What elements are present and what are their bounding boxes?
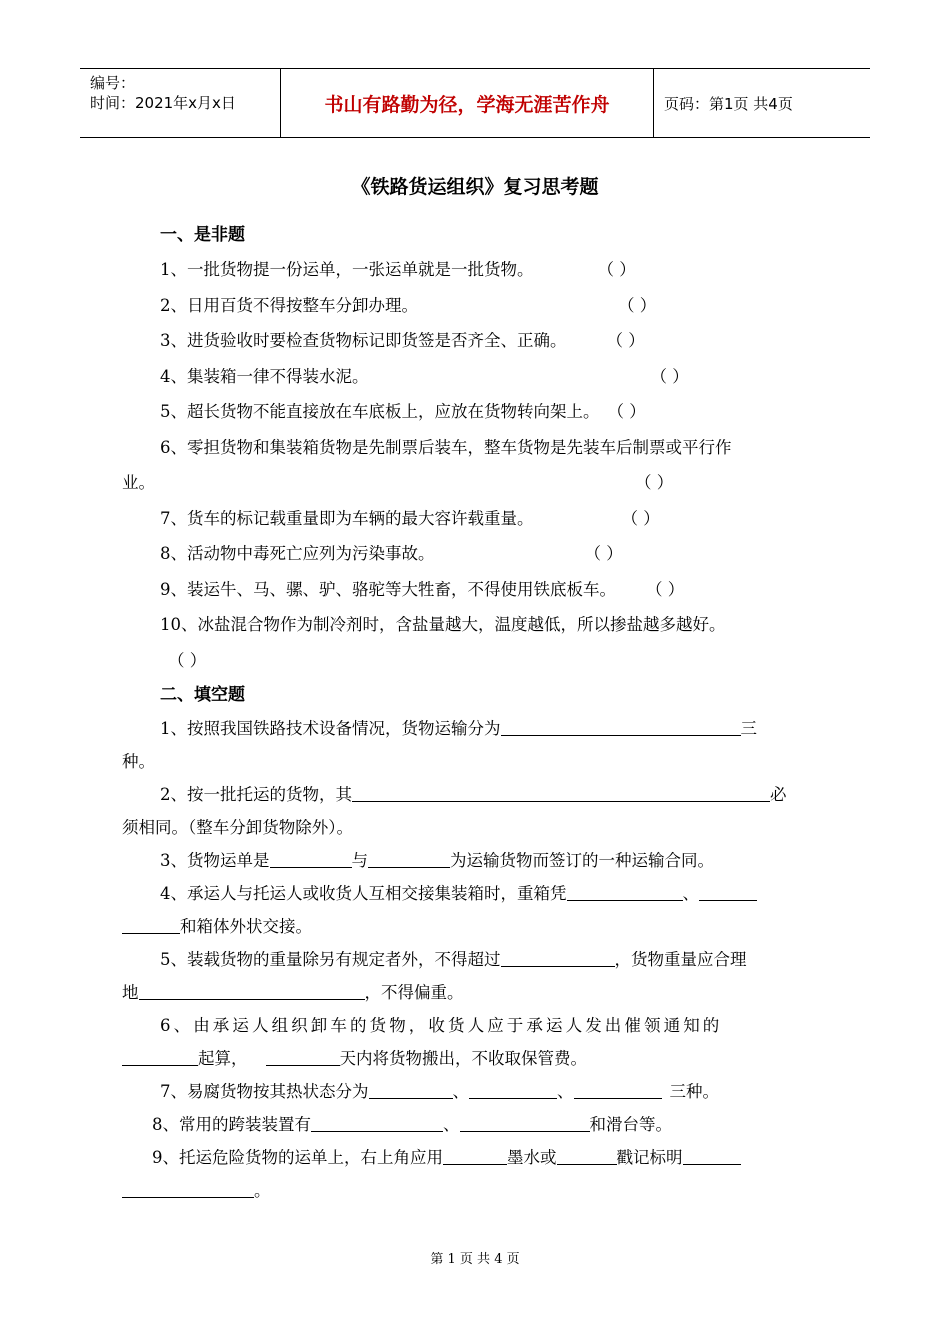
page-title: 《铁路货运组织》复习思考题 xyxy=(351,176,599,198)
blank-line[interactable] xyxy=(122,1047,198,1066)
question-9: 9、装运牛、马、骡、驴、骆驼等大牲畜，不得使用铁底板车。 （ ） xyxy=(160,579,685,599)
fill-6-continued: 起算， 天内将货物搬出，不收取保管费。 xyxy=(122,1042,830,1075)
blank-line[interactable] xyxy=(501,948,615,967)
motto: 书山有路勤为径，学海无涯苦作舟 xyxy=(280,69,654,137)
question-2: 2、日用百货不得按整车分卸办理。 （ ） xyxy=(160,295,657,315)
fill-4: 4、承运人与托运人或收货人互相交接集装箱时，重箱凭 、 xyxy=(122,877,830,910)
blank-line[interactable] xyxy=(567,882,683,901)
blank-line[interactable] xyxy=(368,849,450,868)
date-label: 时间：2021年x月x日 xyxy=(90,94,236,112)
question-7: 7、货车的标记载重量即为车辆的最大容许载重量。 （ ） xyxy=(160,508,660,528)
question-3: 3、进货验收时要检查货物标记即货签是否齐全、正确。 （ ） xyxy=(160,331,645,350)
fill-8: 8、常用的跨装装置有 、 和滑台等。 xyxy=(152,1115,672,1134)
question-1: 1、一批货物提一份运单，一张运单就是一批货物。 （ ） xyxy=(160,260,636,279)
fill-5: 5、装载货物的重量除另有规定者外，不得超过 ，货物重量应合理 xyxy=(160,950,747,969)
blank-line[interactable] xyxy=(683,1146,741,1165)
answer-paren: （ ） xyxy=(168,650,207,670)
blank-line[interactable] xyxy=(352,783,770,802)
answer-paren: （ ） xyxy=(621,508,660,528)
fill-1: 1、按照我国铁路技术设备情况，货物运输分为 三 xyxy=(160,719,757,738)
answer-paren: （ ） xyxy=(597,260,636,279)
page-footer: 第 1 页 共 4 页 xyxy=(430,1252,520,1267)
question-5: 5、超长货物不能直接放在车底板上，应放在货物转向架上。 （ ） xyxy=(160,402,646,421)
blank-line[interactable] xyxy=(460,1113,590,1132)
blank-line[interactable] xyxy=(501,717,741,736)
blank-line[interactable] xyxy=(369,1080,453,1099)
fill-1-continued: 种。 xyxy=(122,752,155,771)
blank-line[interactable] xyxy=(574,1080,662,1099)
answer-paren: （ ） xyxy=(618,295,657,315)
answer-paren: （ ） xyxy=(606,331,645,350)
question-4: 4、集装箱一律不得装水泥。 （ ） xyxy=(160,366,689,386)
blank-line[interactable] xyxy=(122,1179,254,1198)
answer-paren: （ ） xyxy=(607,402,646,421)
page-label: 页码：第1页 共4页 xyxy=(664,94,793,113)
blank-line[interactable] xyxy=(469,1080,557,1099)
blank-line[interactable] xyxy=(443,1146,507,1165)
header-left-cell xyxy=(80,69,280,137)
question-10: 10、冰盐混合物作为制冷剂时，含盐量越大，温度越低，所以掺盐越多越好。 xyxy=(160,615,726,634)
blank-line[interactable] xyxy=(311,1113,443,1132)
header-table xyxy=(80,68,870,138)
answer-paren: （ ） xyxy=(650,366,689,386)
fill-2-continued: 须相同。（整车分卸货物除外）。 xyxy=(122,818,353,837)
question-8: 8、活动物中毒死亡应列为污染事故。 （ ） xyxy=(160,544,623,563)
blank-line[interactable] xyxy=(122,915,180,934)
section-heading-true-false: 一、是非题 xyxy=(160,225,245,245)
fill-7: 7、易腐货物按其热状态分为 、 、 三种。 xyxy=(160,1082,719,1101)
question-6-continued: 业。 （ ） xyxy=(122,473,674,492)
fill-9: 9、托运危险货物的运单上，右上角应用 墨水或 戳记标明 xyxy=(122,1141,830,1174)
section-heading-fill-blank: 二、填空题 xyxy=(160,685,245,705)
question-6: 6、零担货物和集装箱货物是先制票后装车，整车货物是先装车后制票或平行作 xyxy=(160,437,732,457)
fill-9-continued: 。 xyxy=(122,1174,830,1207)
fill-4-continued: 和箱体外状交接。 xyxy=(122,910,830,943)
answer-paren: （ ） xyxy=(635,473,674,492)
fill-6: 6、由承运人组织卸车的货物，收货人应于承运人发出催领通知的 xyxy=(160,1016,723,1035)
question-10-continued xyxy=(122,643,830,679)
document-body xyxy=(122,218,830,1207)
fill-3: 3、货物运单是 与 为运输货物而签订的一种运输合同。 xyxy=(160,851,714,870)
blank-line[interactable] xyxy=(557,1146,617,1165)
fill-2: 2、按一批托运的货物，其 必 xyxy=(160,785,787,804)
blank-line[interactable] xyxy=(699,882,757,901)
code-label: 编号： xyxy=(90,74,136,92)
fill-5-continued: 地 ，不得偏重。 xyxy=(122,983,464,1002)
blank-line[interactable] xyxy=(139,981,365,1000)
blank-line[interactable] xyxy=(266,1047,340,1066)
blank-line[interactable] xyxy=(270,849,352,868)
answer-paren: （ ） xyxy=(584,544,623,563)
answer-paren: （ ） xyxy=(646,579,685,599)
